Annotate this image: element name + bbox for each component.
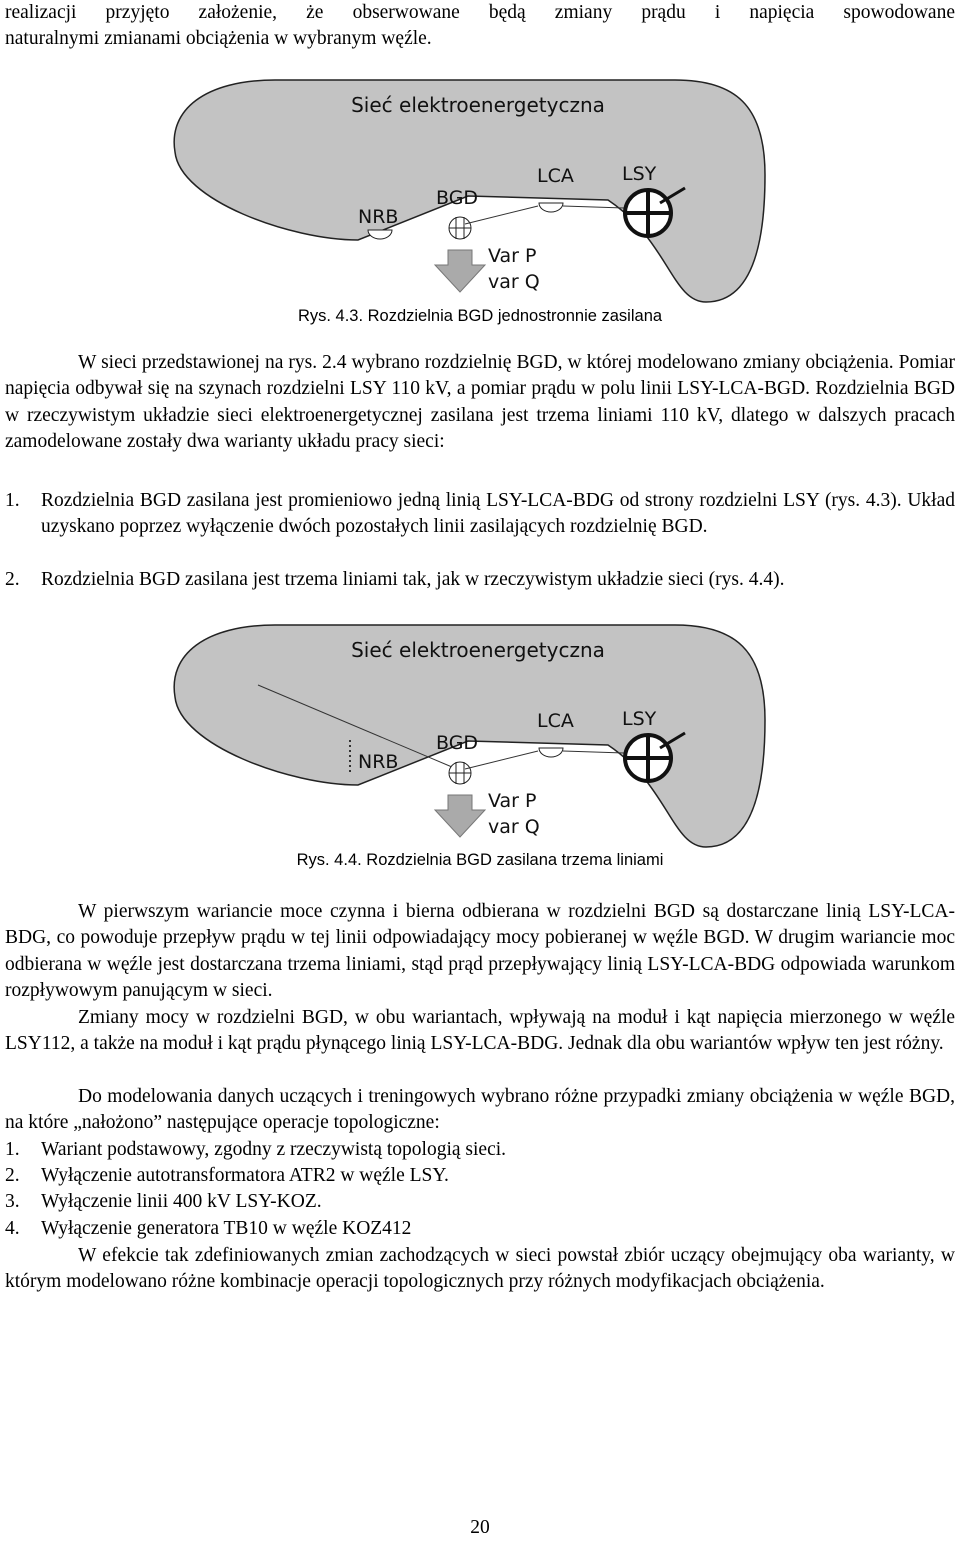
figure-4-3-diagram xyxy=(0,70,960,310)
lsy-label: LSY xyxy=(622,163,657,185)
variant-item-2 xyxy=(5,567,955,593)
var-q-label: var Q xyxy=(488,271,540,293)
operation-item-3-number: 3. xyxy=(5,1191,20,1212)
intro-line-2: naturalnymi zmianami obciążenia w wybranym węźle. xyxy=(5,28,432,49)
operation-item-2 xyxy=(5,1163,955,1189)
load-arrow-icon xyxy=(435,795,485,837)
section2-paragraph-3: Do modelowania danych uczących i treningowych wybrano różne przypadki zmiany obciążenia w węźle BGD, na które „nałożono” następujące operacje topologiczne: xyxy=(5,1086,955,1134)
lca-node-icon xyxy=(539,748,563,757)
figure-4-4-caption: Rys. 4.4. Rozdzielnia BGD zasilana trzema liniami xyxy=(296,851,664,869)
intro-line-1: realizacji przyjęto założenie, że obserwowane będą zmiany prądu i napięcia spowodowane xyxy=(5,2,955,23)
var-p-label: Var P xyxy=(488,245,537,267)
lca-label: LCA xyxy=(537,710,574,732)
variant-item-1-text: Rozdzielnia BGD zasilana jest promieniowo jedną linią LSY-LCA-BDG od strony rozdzielni LSY (rys. 4.3). Układ uzyskano poprzez wyłączenie dwóch pozostałych linii zasilających rozdzielnię BGD. xyxy=(41,490,955,538)
operation-item-3-text: Wyłączenie linii 400 kV LSY-KOZ. xyxy=(41,1191,322,1212)
variant-item-2-number: 2. xyxy=(5,569,20,590)
lca-node-icon xyxy=(539,203,563,212)
nrb-label: NRB xyxy=(358,206,399,228)
section2-paragraph-4: W efekcie tak zdefiniowanych zmian zachodzących w sieci powstał zbiór uczący obejmujący oba warianty, w którym modelowano różne kombinacje operacji topologicznych przy różnych modyfikacjach obciążenia. xyxy=(5,1245,955,1293)
section1-paragraph: W sieci przedstawionej na rys. 2.4 wybrano rozdzielnię BGD, w której modelowano zmiany obciążenia. Pomiar napięcia odbywał się na szynach rozdzielni LSY 110 kV, a pomiar prądu w polu linii LSY-LCA-BGD. Rozdzielnia BGD w rzeczywistym układzie sieci elektroenergetycznej zasilana jest trzema liniami 110 kV, dlatego w dalszych pracach zamodelowane zostały dwa warianty układu pracy sieci: xyxy=(5,352,955,453)
var-p-label: Var P xyxy=(488,790,537,812)
network-label: Sieć elektroenergetyczna xyxy=(351,93,605,117)
line-lca-lsy xyxy=(563,206,624,208)
operation-item-1 xyxy=(5,1137,955,1163)
operation-item-4-number: 4. xyxy=(5,1218,20,1239)
figure-4-4-diagram xyxy=(0,615,960,855)
operation-item-1-number: 1. xyxy=(5,1139,20,1160)
line-lca-lsy xyxy=(563,751,624,753)
bgd-node-icon xyxy=(449,217,471,239)
bgd-label: BGD xyxy=(436,187,479,209)
operation-item-2-number: 2. xyxy=(5,1165,20,1186)
page-number: 20 xyxy=(470,1517,490,1538)
section2-paragraph-1: W pierwszym wariancie moce czynna i bierna odbierana w rozdzielni BGD są dostarczane linią LSY-LCA-BDG, co powoduje przepływ prądu w tej linii odpowiadający mocy pobieranej w węźle BGD. W drugim wariancie moc odbierana w węźle jest dostarczana trzema liniami, stąd prąd przepływający linią LSY-LCA-BDG odpowiada warunkom rozpływowym panującym w sieci. xyxy=(5,901,955,1002)
variant-item-1-number: 1. xyxy=(5,490,20,511)
section2-paragraph-2: Zmiany mocy w rozdzielni BGD, w obu wariantach, wpływają na moduł i kąt napięcia mierzonego w węźle LSY112, a także na moduł i kąt prądu płynącego linią LSY-LCA-BDG. Jednak dla obu wariantów wpływ ten jest różny. xyxy=(5,1007,955,1055)
figure-4-3-caption: Rys. 4.3. Rozdzielnia BGD jednostronnie zasilana xyxy=(297,307,663,325)
var-q-label: var Q xyxy=(488,816,540,838)
nrb-node-icon xyxy=(368,230,392,239)
variant-item-2-text: Rozdzielnia BGD zasilana jest trzema liniami tak, jak w rzeczywistym układzie sieci (rys. 4.4). xyxy=(41,569,785,590)
lsy-label: LSY xyxy=(622,708,657,730)
bgd-label: BGD xyxy=(436,732,479,754)
bgd-node-icon xyxy=(449,762,471,784)
load-arrow-icon xyxy=(435,250,485,292)
nrb-label: NRB xyxy=(358,751,399,773)
variant-item-1 xyxy=(5,488,955,541)
operation-item-4 xyxy=(5,1216,955,1242)
operation-item-4-text: Wyłączenie generatora TB10 w węźle KOZ412 xyxy=(41,1218,412,1239)
operation-item-2-text: Wyłączenie autotransformatora ATR2 w węźle LSY. xyxy=(41,1165,449,1186)
operation-item-1-text: Wariant podstawowy, zgodny z rzeczywistą topologią sieci. xyxy=(41,1139,507,1160)
operation-item-3 xyxy=(5,1189,955,1215)
lca-label: LCA xyxy=(537,165,574,187)
network-label: Sieć elektroenergetyczna xyxy=(351,638,605,662)
